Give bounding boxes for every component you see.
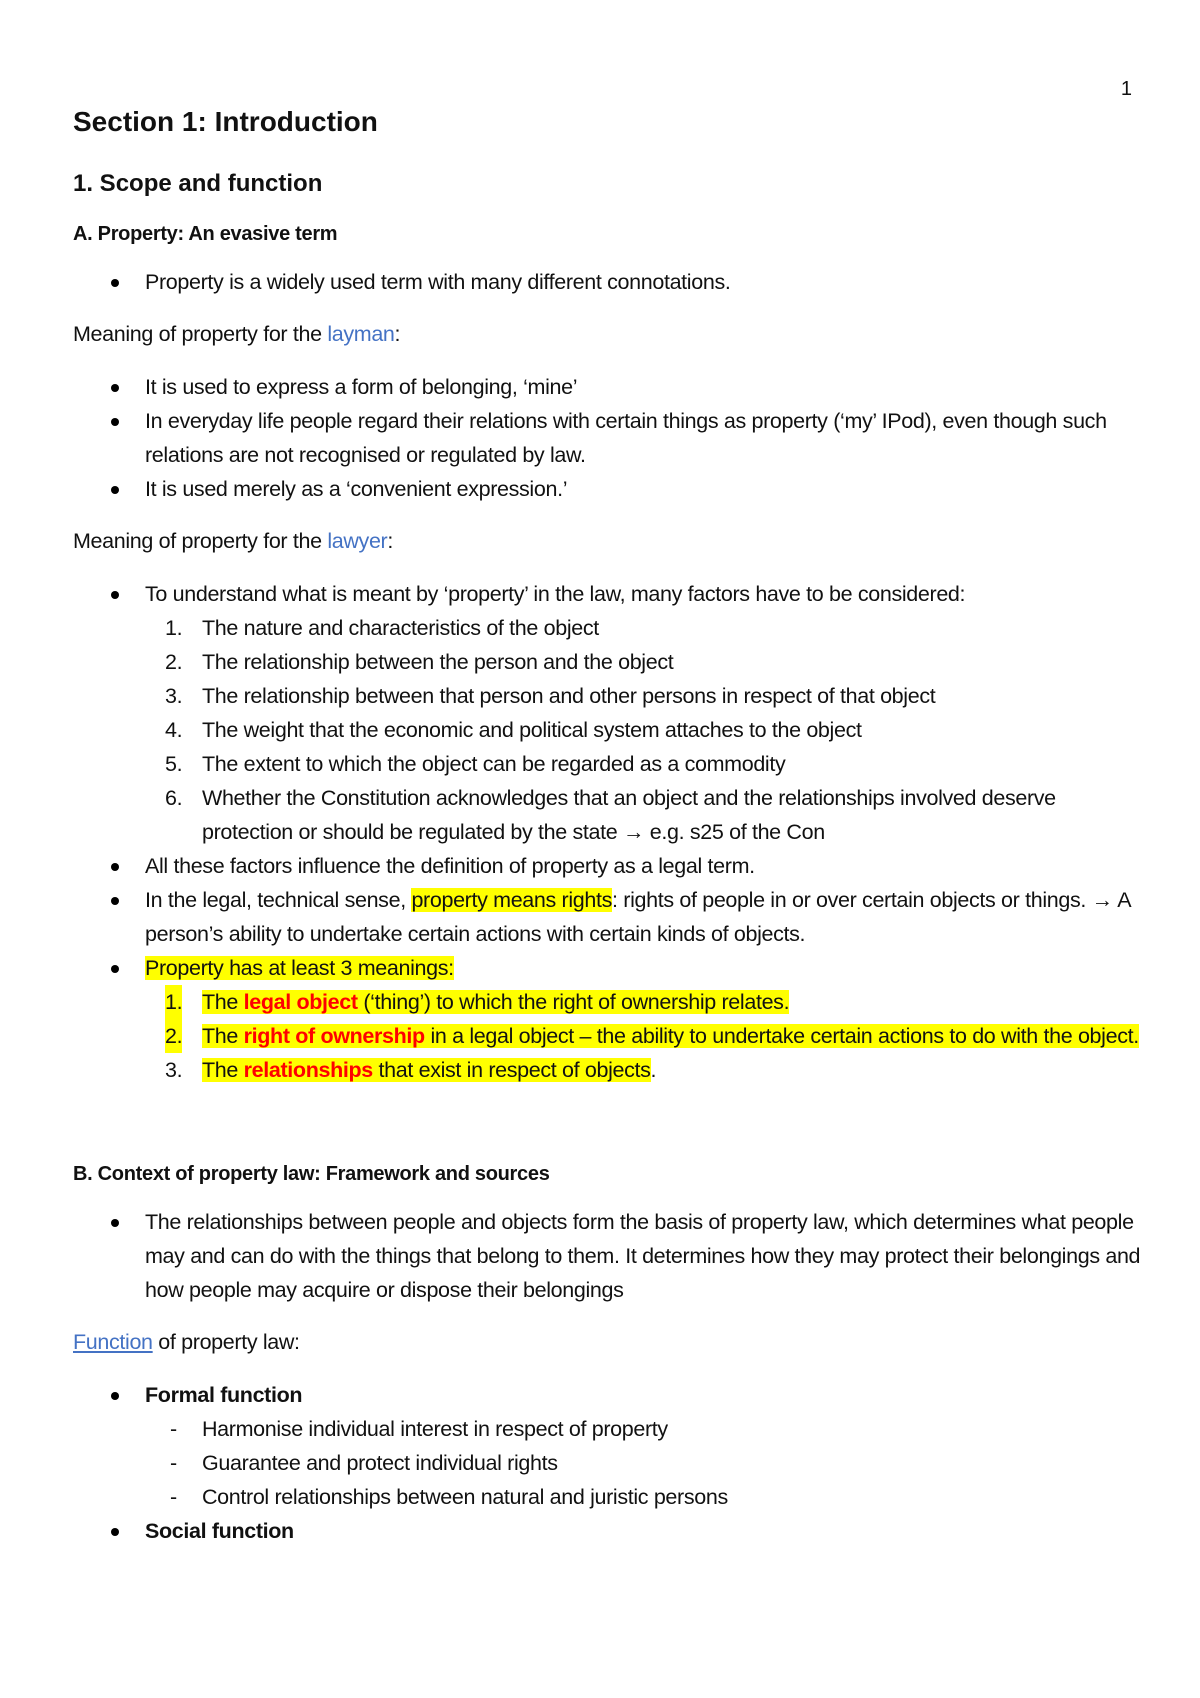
list-item <box>73 951 1143 1087</box>
subsection-title: 1. Scope and function <box>73 170 323 197</box>
list-item: In everyday life people regard their relations with certain things as property (‘my’ IPod), even though such relations are not recognised or regulated by law. <box>73 404 1143 472</box>
list-item <box>145 747 1143 781</box>
part-a-heading: A. Property: An evasive term <box>73 223 338 245</box>
function-lead <box>73 1325 1143 1359</box>
factor-text: Whether the Constitution acknowledges that an object and the relationships involved deserve protection or should be regulated by the state → e.g. s25 of the Con <box>202 786 1056 844</box>
list-item <box>145 781 1143 849</box>
lawyer-term: lawyer <box>327 529 388 553</box>
formal-function-label: Formal function <box>145 1383 303 1407</box>
meaning-pre: The <box>202 1024 244 1048</box>
function-term-link[interactable]: Function <box>73 1330 153 1354</box>
meaning-post: that exist in respect of objects <box>372 1058 651 1082</box>
meaning-text <box>202 990 789 1014</box>
meaning-pre: The <box>202 1058 244 1082</box>
factor-text: The relationship between the person and the object <box>202 650 674 674</box>
list-item: All these factors influence the definition of property as a legal term. <box>73 849 1143 883</box>
formal-item-text: Control relationships between natural and juristic persons <box>202 1485 728 1509</box>
list-item <box>73 577 1143 849</box>
legal-sense-tail: : rights of people in or over certain objects or things. → A person’s ability to undertake certain actions with certain kinds of objects. <box>145 888 1130 946</box>
list-item: It is used merely as a ‘convenient expression.’ <box>73 472 1143 506</box>
layman-lead-tail: : <box>394 322 401 346</box>
meaning-post: in a legal object – the ability to undertake certain actions to do with the object. <box>424 1024 1139 1048</box>
list-item <box>145 1446 1143 1480</box>
factors-intro: To understand what is meant by ‘property’ in the law, many factors have to be considered: <box>145 582 966 606</box>
list-item <box>73 1378 1143 1514</box>
dash-marker: - <box>170 1485 177 1509</box>
meanings-intro: Property has at least 3 meanings: <box>145 956 454 980</box>
formal-item-text: Guarantee and protect individual rights <box>202 1451 558 1475</box>
factors-list <box>145 611 1143 849</box>
lawyer-lead-text: Meaning of property for the <box>73 529 328 553</box>
list-marker: 1. <box>165 985 182 1019</box>
factor-text: The relationship between that person and other persons in respect of that object <box>202 684 936 708</box>
list-item <box>145 713 1143 747</box>
page-number: 1 <box>1120 78 1132 100</box>
list-marker: 2. <box>165 650 183 674</box>
lawyer-lead <box>73 524 1143 558</box>
section-title: Section 1: Introduction <box>73 106 378 137</box>
layman-bullet-list <box>73 370 1143 506</box>
layman-lead-text: Meaning of property for the <box>73 322 328 346</box>
factor-text: The nature and characteristics of the object <box>202 616 599 640</box>
document-body <box>73 98 1143 1566</box>
list-marker: 1. <box>165 616 183 640</box>
list-marker: 4. <box>165 718 183 742</box>
factor-text: The weight that the economic and political system attaches to the object <box>202 718 862 742</box>
list-item: The relationships between people and objects form the basis of property law, which determines what people may and can do with the things that belong to them. It determines how they may protect their belongings and how people may acquire or dispose their belongings <box>73 1205 1143 1307</box>
lawyer-lead-tail: : <box>387 529 393 553</box>
list-marker: 2. <box>165 1019 182 1053</box>
meaning-text <box>202 1058 651 1082</box>
list-item <box>145 1480 1143 1514</box>
function-lead-tail: of property law: <box>152 1330 300 1354</box>
factor-text: The extent to which the object can be regarded as a commodity <box>202 752 786 776</box>
part-b-heading: B. Context of property law: Framework and sources <box>73 1163 550 1185</box>
dash-marker: - <box>170 1417 177 1441</box>
layman-lead <box>73 317 1143 351</box>
list-item <box>145 645 1143 679</box>
intro-bullet-list <box>73 265 1143 299</box>
spacer <box>73 1105 1143 1157</box>
meaning-post: (‘thing’) to which the right of ownership relates. <box>357 990 790 1014</box>
meaning-text <box>202 1024 1139 1048</box>
basis-bullet-list <box>73 1205 1143 1307</box>
lawyer-bullet-list <box>73 577 1143 1087</box>
meaning-end: . <box>650 1058 657 1082</box>
meaning-key: relationships <box>243 1058 373 1082</box>
list-item: It is used to express a form of belonging, ‘mine’ <box>73 370 1143 404</box>
list-item <box>145 1019 1143 1053</box>
list-marker: 3. <box>165 1058 183 1082</box>
social-function-label: Social function <box>145 1519 294 1543</box>
list-item <box>145 1412 1143 1446</box>
list-marker: 6. <box>165 786 183 810</box>
list-item <box>145 1053 1143 1087</box>
list-item: Property is a widely used term with many different connotations. <box>73 265 1143 299</box>
list-item <box>145 985 1143 1019</box>
list-marker: 5. <box>165 752 183 776</box>
function-bullet-list <box>73 1378 1143 1548</box>
meaning-key: right of ownership <box>243 1024 425 1048</box>
list-item <box>145 679 1143 713</box>
formal-function-list <box>145 1412 1143 1514</box>
meaning-pre: The <box>202 990 244 1014</box>
meaning-key: legal object <box>243 990 358 1014</box>
layman-term: layman <box>327 322 395 346</box>
list-item <box>145 611 1143 645</box>
list-item <box>73 883 1143 951</box>
meanings-list <box>145 985 1143 1087</box>
list-marker: 3. <box>165 684 183 708</box>
dash-marker: - <box>170 1451 177 1475</box>
formal-item-text: Harmonise individual interest in respect of property <box>202 1417 668 1441</box>
highlighted-phrase: property means rights <box>411 888 613 912</box>
list-item <box>73 1514 1143 1548</box>
legal-sense-lead: In the legal, technical sense, <box>145 888 412 912</box>
